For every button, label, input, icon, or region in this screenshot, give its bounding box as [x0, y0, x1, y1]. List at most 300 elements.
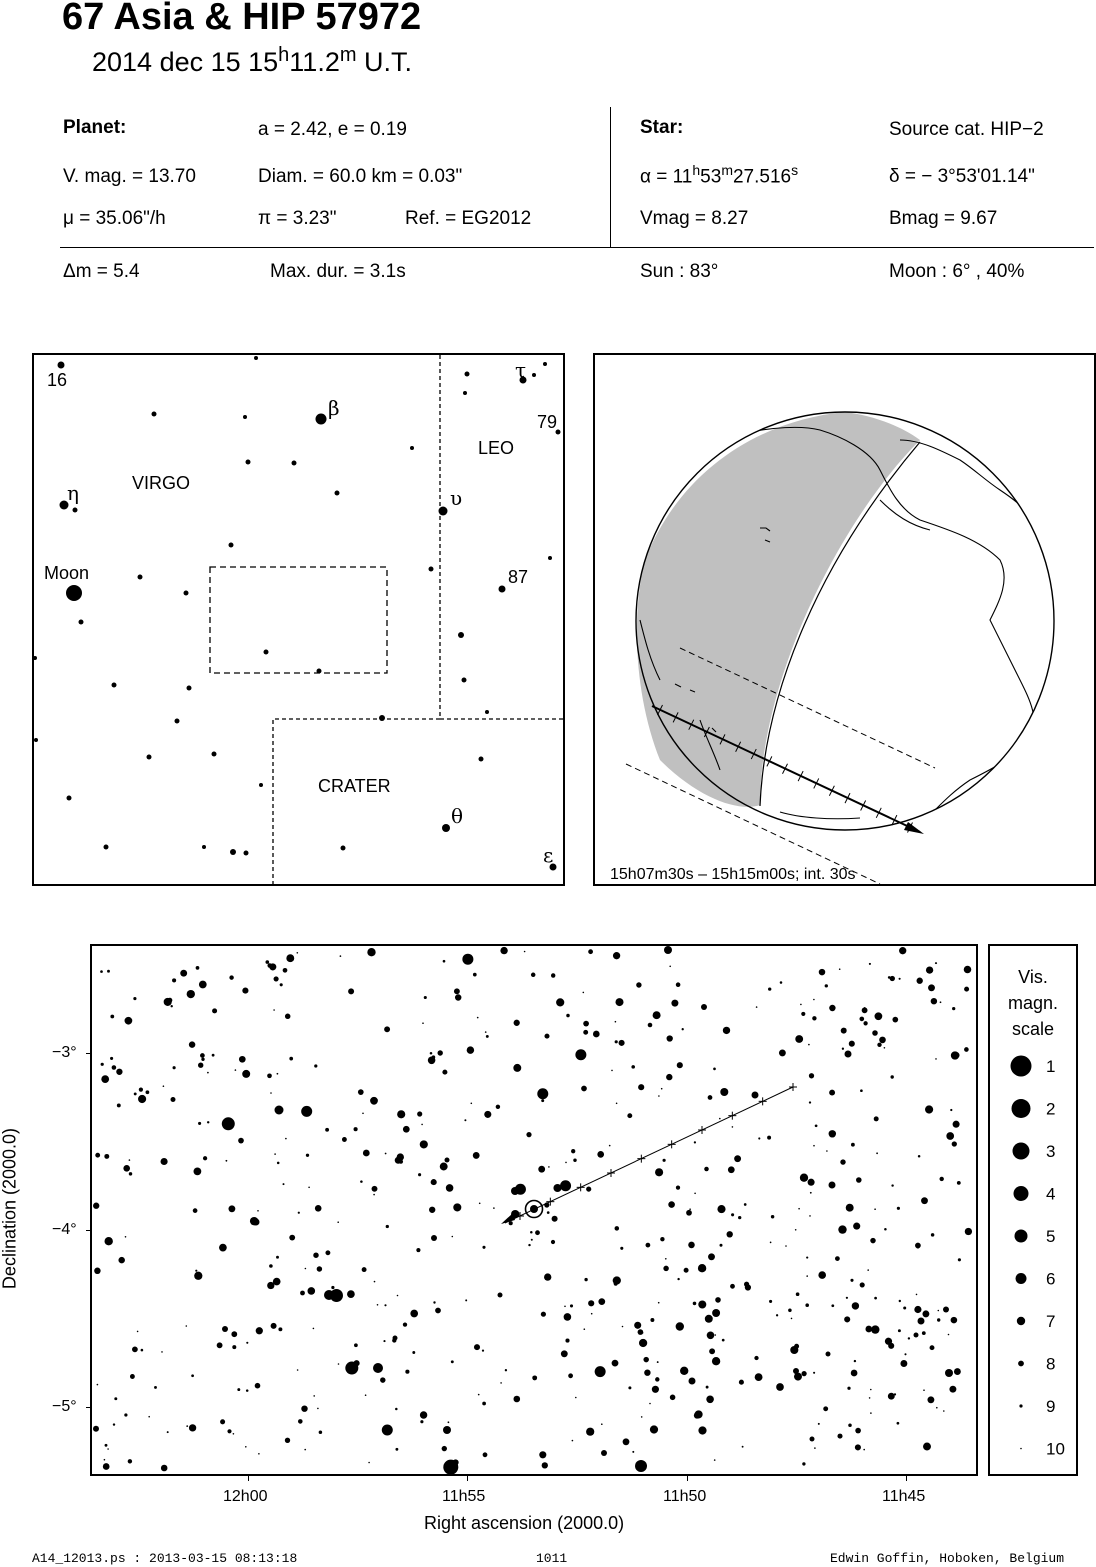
faint-star — [380, 1377, 385, 1382]
label-virgo: VIRGO — [132, 473, 191, 493]
faint-star — [655, 1168, 663, 1176]
legend-magnitude-label: 6 — [1046, 1269, 1056, 1289]
faint-star — [706, 1386, 709, 1389]
faint-star — [708, 1253, 715, 1260]
faint-star — [561, 1350, 568, 1357]
faint-star — [417, 1111, 422, 1116]
finder-star — [548, 556, 552, 560]
bright-star — [918, 1318, 925, 1325]
faint-star — [588, 1300, 594, 1306]
faint-star — [285, 1014, 291, 1020]
faint-star — [308, 1187, 310, 1189]
faint-star — [286, 954, 294, 962]
bright-star — [301, 1106, 312, 1117]
faint-star — [331, 1286, 334, 1289]
faint-star — [280, 983, 283, 986]
faint-star — [641, 1416, 643, 1418]
faint-star — [531, 1239, 533, 1241]
planet-vmag: V. mag. = 13.70 — [63, 166, 196, 187]
faint-star — [713, 1068, 716, 1071]
faint-star — [923, 1443, 931, 1451]
faint-star — [819, 969, 825, 975]
faint-star — [921, 1197, 928, 1204]
finder-star — [462, 678, 467, 683]
finder-star — [292, 461, 297, 466]
faint-star — [953, 1052, 959, 1058]
faint-star — [938, 1310, 940, 1312]
faint-star — [814, 1447, 816, 1449]
faint-star — [715, 1297, 721, 1303]
faint-star — [931, 998, 937, 1004]
faint-star — [285, 1438, 290, 1443]
faint-star — [649, 1403, 651, 1405]
faint-star — [306, 1154, 309, 1157]
bright-star — [575, 1049, 586, 1060]
shadow-direction-arrow — [904, 822, 924, 834]
faint-star — [805, 1303, 809, 1307]
faint-star — [465, 1299, 467, 1301]
faint-star — [257, 1210, 259, 1212]
planet-parallax: π = 3.23" — [258, 208, 337, 229]
magnitude-legend — [988, 944, 1078, 1476]
page-title: 67 Asia & HIP 57972 — [62, 0, 422, 38]
finder-star — [264, 650, 269, 655]
faint-star — [384, 1304, 386, 1306]
faint-star — [141, 1349, 144, 1352]
faint-star — [365, 1394, 367, 1396]
faint-star — [952, 1007, 955, 1010]
faint-star — [899, 1300, 901, 1302]
faint-star — [712, 1309, 720, 1317]
planet-motion: μ = 35.06"/h — [63, 208, 166, 229]
y-tick-label: −3° — [52, 1044, 77, 1061]
faint-star — [849, 1041, 855, 1047]
faint-star — [628, 1386, 631, 1389]
faint-star — [307, 1287, 315, 1295]
globe-time-caption: 15h07m30s – 15h15m00s; int. 30s — [610, 866, 856, 883]
finder-star — [335, 491, 340, 496]
bright-star — [595, 1366, 606, 1377]
faint-star — [586, 1428, 594, 1436]
info-column-divider — [610, 107, 611, 248]
faint-star — [800, 1174, 808, 1182]
faint-star — [813, 1372, 815, 1374]
faint-star — [530, 1231, 533, 1234]
faint-star — [708, 1095, 713, 1100]
finder-star — [429, 567, 434, 572]
faint-star — [598, 1298, 605, 1305]
faint-star — [869, 963, 871, 965]
faint-star — [124, 1413, 127, 1416]
finder-star — [184, 591, 189, 596]
faint-star — [613, 952, 620, 959]
faint-star — [453, 1203, 461, 1211]
faint-star — [949, 1386, 956, 1393]
faint-star — [879, 1037, 886, 1044]
faint-star — [791, 1318, 793, 1320]
faint-star — [860, 1282, 865, 1287]
faint-star — [134, 1092, 137, 1095]
faint-star — [771, 1215, 774, 1218]
faint-star — [556, 998, 564, 1006]
faint-star — [207, 1072, 209, 1074]
faint-star — [612, 1360, 619, 1367]
faint-star — [586, 1187, 591, 1192]
finder-star — [147, 755, 152, 760]
faint-star — [738, 1216, 741, 1219]
faint-star — [477, 1017, 479, 1019]
faint-star — [403, 1322, 407, 1326]
faint-star — [731, 1213, 734, 1216]
faint-star — [859, 1017, 864, 1022]
faint-star — [274, 1153, 276, 1155]
faint-star — [186, 1325, 188, 1327]
finder-stars — [34, 356, 561, 871]
faint-star — [528, 1244, 530, 1246]
legend-magnitude-dot — [1018, 1361, 1024, 1367]
faint-star — [232, 1345, 236, 1349]
footer-page: 1011 — [536, 1551, 568, 1566]
x-tick-label: 12h00 — [223, 1488, 268, 1505]
faint-star — [304, 1449, 306, 1451]
faint-star — [939, 1177, 943, 1181]
faint-star — [914, 1306, 921, 1313]
faint-star — [795, 1035, 803, 1043]
finder-star — [243, 415, 247, 419]
faint-star — [137, 1331, 139, 1333]
faint-star — [273, 1278, 281, 1286]
y-tick-mark — [86, 1407, 91, 1408]
faint-star — [891, 1075, 894, 1078]
faint-star — [863, 1449, 865, 1451]
finder-star — [229, 543, 234, 548]
faint-star — [266, 960, 270, 964]
faint-star — [446, 1184, 454, 1192]
date-suffix: U.T. — [356, 47, 413, 77]
x-tick-label: 11h45 — [882, 1488, 926, 1505]
faint-star — [646, 1243, 651, 1248]
faint-star — [212, 1008, 217, 1013]
faint-star — [314, 1064, 317, 1067]
faint-star — [129, 1159, 131, 1161]
faint-star — [796, 1292, 800, 1296]
label-79: 79 — [537, 412, 558, 432]
finder-star — [499, 586, 506, 593]
x-tick-label: 11h50 — [663, 1488, 707, 1505]
y-tick-mark — [86, 1230, 91, 1231]
finder-star — [175, 719, 180, 724]
faint-star — [235, 1069, 237, 1071]
planet-diameter: Diam. = 60.0 km = 0.03" — [258, 166, 463, 187]
faint-star — [584, 1328, 586, 1330]
faint-star — [892, 1017, 898, 1023]
faint-star — [269, 1264, 273, 1268]
faint-star — [698, 1300, 706, 1308]
faint-star — [694, 1193, 696, 1195]
faint-star — [825, 984, 828, 987]
faint-star — [694, 1141, 696, 1143]
faint-star — [723, 1027, 730, 1034]
bright-star — [829, 1182, 836, 1189]
faint-star — [931, 1233, 935, 1237]
faint-star — [403, 1126, 410, 1133]
faint-star — [788, 1309, 792, 1313]
faint-star — [808, 1044, 810, 1046]
faint-star — [844, 1316, 850, 1322]
faint-star — [720, 1088, 728, 1096]
faint-star — [719, 1244, 722, 1247]
faint-star — [479, 1203, 481, 1205]
faint-star — [884, 1228, 887, 1231]
faint-star — [395, 1408, 398, 1411]
finder-star — [152, 412, 157, 417]
faint-star — [225, 1160, 227, 1162]
faint-star — [201, 1058, 204, 1061]
faint-star — [105, 1237, 113, 1245]
faint-star — [107, 1448, 109, 1450]
faint-star — [806, 1275, 808, 1277]
faint-star — [852, 1302, 859, 1309]
legend-magnitude-dot — [1012, 1099, 1031, 1118]
faint-star — [801, 1012, 805, 1016]
bright-star — [253, 1219, 260, 1226]
star-bmag: Bmag = 9.67 — [889, 208, 998, 229]
faint-star — [273, 1009, 275, 1011]
faint-star — [698, 1264, 706, 1272]
faint-star — [298, 1212, 300, 1214]
faint-star — [593, 1031, 600, 1038]
faint-star — [513, 1064, 521, 1072]
faint-star — [829, 1130, 836, 1137]
bright-star — [537, 1088, 548, 1099]
faint-star — [258, 1453, 260, 1455]
label-moon: Moon — [44, 563, 90, 583]
faint-star — [667, 1035, 673, 1041]
faint-star — [485, 1031, 487, 1033]
faint-star — [231, 1331, 237, 1337]
faint-star — [865, 1326, 872, 1333]
faint-star — [473, 973, 477, 977]
faint-star — [368, 1462, 370, 1464]
faint-star — [410, 1310, 418, 1318]
faint-star — [229, 975, 233, 979]
faint-star — [704, 1167, 709, 1172]
faint-star — [112, 1065, 117, 1070]
faint-star — [715, 1334, 717, 1336]
faint-star — [255, 1383, 261, 1389]
faint-star — [669, 966, 671, 968]
faint-star — [943, 1306, 949, 1312]
faint-star — [644, 1370, 650, 1376]
faint-star — [891, 1184, 893, 1186]
legend-title: Vis. magn. scale — [1007, 967, 1059, 1039]
label-87: 87 — [508, 567, 529, 587]
faint-star — [496, 1105, 500, 1109]
faint-star — [652, 1386, 659, 1393]
faint-star — [795, 1229, 797, 1231]
faint-star — [964, 1047, 969, 1052]
faint-star — [319, 1431, 323, 1435]
faint-star — [128, 1459, 132, 1463]
faint-star — [283, 1183, 285, 1185]
faint-star — [636, 982, 641, 987]
faint-star — [609, 1145, 611, 1147]
bright-star — [826, 1352, 831, 1357]
legend-magnitude-label: 7 — [1046, 1312, 1056, 1331]
faint-star — [728, 1166, 735, 1173]
faint-star — [897, 1207, 900, 1210]
star-vmag: Vmag = 8.27 — [640, 208, 749, 229]
faint-star — [373, 1194, 375, 1196]
faint-star — [298, 1419, 303, 1424]
sun-elongation: Sun : 83° — [640, 261, 719, 282]
finder-star — [442, 824, 450, 832]
faint-star — [191, 1374, 194, 1377]
bright-star — [373, 1363, 383, 1373]
faint-star — [922, 1331, 926, 1335]
faint-star — [535, 1230, 540, 1235]
faint-star — [813, 999, 815, 1001]
bright-star — [443, 1426, 451, 1434]
faint-star — [186, 1425, 188, 1427]
faint-star — [958, 1258, 961, 1261]
faint-star — [564, 1313, 572, 1321]
faint-star — [620, 1247, 623, 1250]
faint-star — [93, 1426, 99, 1432]
faint-star — [631, 1065, 635, 1069]
faint-star — [571, 1149, 575, 1153]
faint-star — [325, 1250, 330, 1255]
faint-star — [424, 996, 427, 999]
faint-star — [657, 1361, 659, 1363]
finder-star — [543, 362, 547, 366]
faint-star — [698, 1426, 706, 1434]
faint-star — [358, 1089, 364, 1095]
faint-star — [538, 1166, 545, 1173]
faint-star — [809, 1073, 814, 1078]
y-tick-label: −5° — [52, 1398, 77, 1415]
faint-star — [154, 1386, 157, 1389]
faint-star — [707, 1332, 715, 1340]
faint-star — [848, 1423, 852, 1427]
faint-star — [433, 1301, 435, 1303]
faint-star — [548, 1166, 550, 1168]
legend-magnitude-dot — [1015, 1230, 1028, 1243]
bright-star — [511, 1187, 519, 1195]
max-duration: Max. dur. = 3.1s — [270, 261, 406, 282]
legend-magnitude-label: 3 — [1046, 1142, 1056, 1161]
faint-star — [926, 966, 933, 973]
faint-star — [800, 1004, 802, 1006]
label-theta: θ — [451, 804, 464, 828]
faint-star — [547, 1211, 550, 1214]
faint-star — [377, 1304, 379, 1306]
footer-author: Edwin Goffin, Hoboken, Belgium — [830, 1551, 1065, 1566]
x-axis-label: Right ascension (2000.0) — [424, 1513, 625, 1533]
faint-star — [712, 1357, 720, 1365]
faint-star — [876, 1152, 878, 1154]
faint-star — [670, 1395, 676, 1401]
faint-star — [855, 1444, 861, 1450]
faint-star — [551, 973, 555, 977]
faint-star — [524, 951, 526, 953]
faint-star — [207, 1121, 209, 1123]
finder-star — [202, 845, 206, 849]
faint-star — [297, 952, 299, 954]
finder-star — [246, 460, 251, 465]
finder-star — [485, 710, 489, 714]
faint-star — [514, 1020, 520, 1026]
faint-star — [148, 1416, 150, 1418]
faint-star — [917, 978, 923, 984]
faint-star — [846, 1297, 848, 1299]
date-mid: 11.2 — [289, 47, 340, 77]
faint-star — [874, 1208, 876, 1210]
x-tick-label: 11h55 — [442, 1488, 486, 1505]
faint-star — [362, 1267, 367, 1272]
faint-star — [237, 1388, 240, 1391]
faint-star — [842, 1048, 844, 1050]
bright-star — [945, 1369, 953, 1377]
faint-star — [267, 1073, 272, 1078]
detail-chart-svg — [92, 946, 976, 1474]
faint-star — [285, 1138, 287, 1140]
faint-star — [615, 1226, 620, 1231]
finder-star — [316, 414, 327, 425]
faint-star — [916, 1245, 919, 1248]
bright-star — [222, 1326, 228, 1332]
faint-star — [709, 1348, 715, 1354]
faint-star — [953, 1121, 960, 1128]
faint-star — [884, 1047, 886, 1049]
bright-star — [914, 1333, 919, 1338]
faint-star — [642, 1332, 644, 1334]
faint-star — [767, 1136, 771, 1140]
legend-magnitude-label: 10 — [1046, 1439, 1065, 1459]
finder-star — [112, 683, 117, 688]
faint-star — [161, 1351, 163, 1353]
faint-star — [615, 998, 623, 1006]
bright-star — [431, 1235, 437, 1241]
faint-star — [138, 1095, 146, 1103]
faint-star — [951, 1317, 958, 1324]
faint-star — [666, 1074, 672, 1080]
faint-star — [785, 1245, 787, 1247]
faint-star — [455, 994, 461, 1000]
constellation-boundary — [273, 355, 563, 884]
faint-star — [730, 1284, 735, 1289]
faint-star — [541, 1312, 546, 1317]
faint-star — [758, 1137, 760, 1139]
faint-star — [552, 1216, 558, 1222]
faint-star — [337, 1221, 339, 1223]
faint-star — [421, 1124, 423, 1126]
faint-star — [601, 1450, 607, 1456]
faint-star — [742, 1446, 744, 1448]
faint-star — [420, 1140, 428, 1148]
y-tick-mark — [86, 1053, 91, 1054]
faint-star — [139, 1087, 143, 1091]
star-source-catalog: Source cat. HIP−2 — [889, 119, 1044, 140]
label-epsilon: ε — [543, 843, 554, 867]
faint-star — [839, 968, 841, 970]
faint-star — [397, 1110, 405, 1118]
faint-star — [779, 1049, 786, 1056]
faint-star — [717, 1205, 725, 1213]
faint-star — [823, 1406, 828, 1411]
faint-star — [227, 1429, 231, 1433]
faint-star — [486, 1035, 489, 1038]
